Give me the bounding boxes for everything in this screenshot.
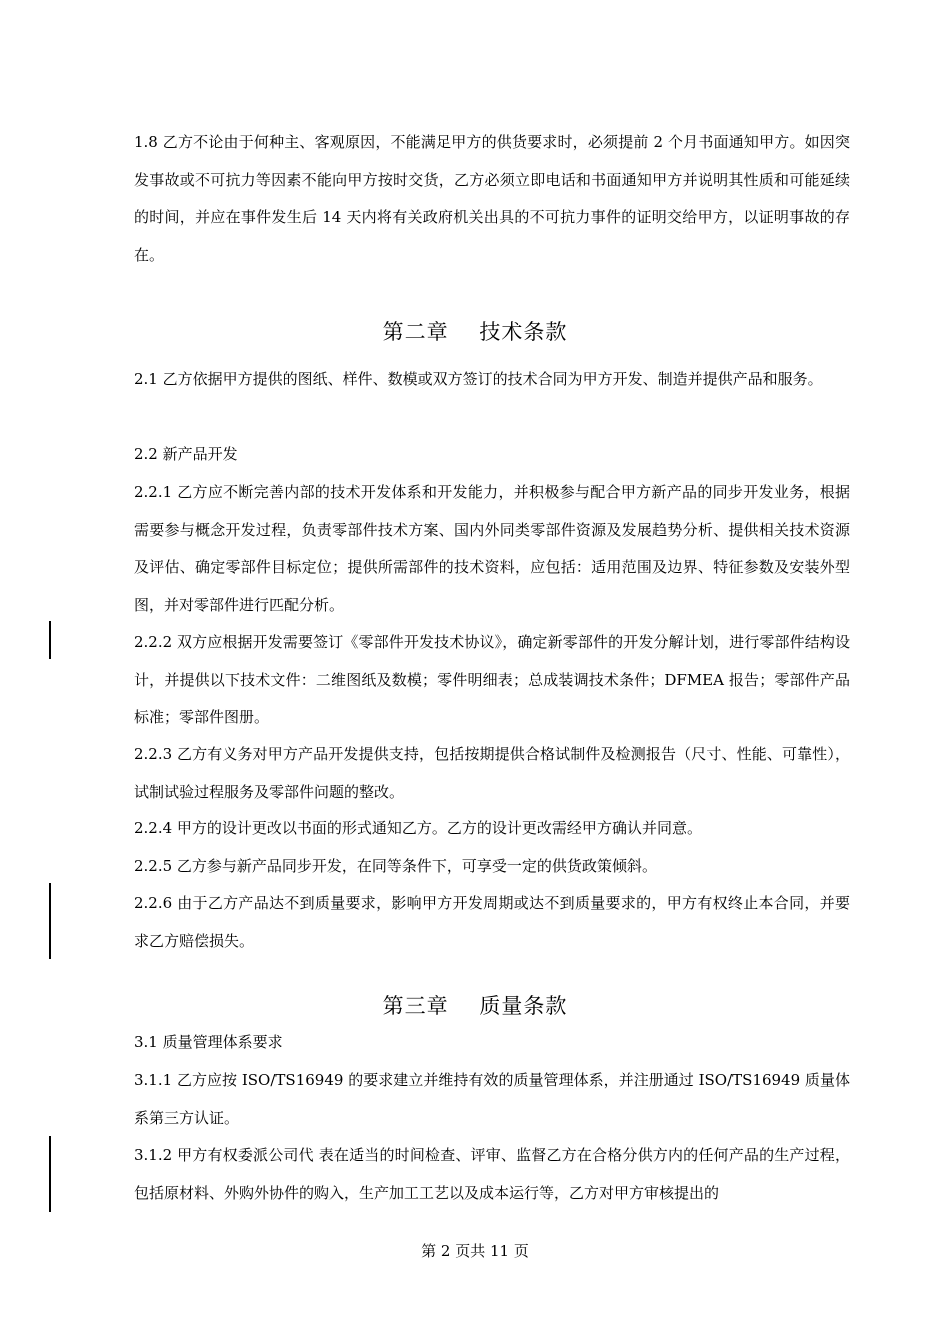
clause-2-2: 2.2 新产品开发: [134, 445, 238, 463]
chapter-3-heading: 第三章 质量条款: [382, 994, 568, 1018]
clause-2-2-6: 2.2.6 由于乙方产品达不到质量要求，影响甲方开发周期或达不到质量要求的，甲方有权终止本合同，并要求乙方赔偿损失。: [134, 894, 850, 950]
clause-3-1-2: 3.1.2 甲方有权委派公司代 表在适当的时间检查、评审、监督乙方在合格分供方内的任何产品的生产过程，包括原材料、外购外协件的购入，生产加工工艺以及成本运行等，乙方对甲方审核提出的: [134, 1146, 850, 1202]
clause-2-2-5: 2.2.5 乙方参与新产品同步开发，在同等条件下，可享受一定的供货政策倾斜。: [134, 857, 657, 875]
clause-1-8: 1.8 乙方不论由于何种主、客观原因，不能满足甲方的供货要求时，必须提前 2 个月书面通知甲方。如因突发事故或不可抗力等因素不能向甲方按时交货，乙方必须立即电话和书面通知甲方并说明其性质和可能延续的时间，并应在事件发生后 14 天内将有关政府机关出具的不可抗力事件的证明交给甲方，以证明事故的存在。: [134, 133, 850, 264]
page-number-footer: 第 2 页共 11 页: [421, 1242, 529, 1260]
clause-3-1: 3.1 质量管理体系要求: [134, 1033, 283, 1051]
clause-3-1-1: 3.1.1 乙方应按 ISO/TS16949 的要求建立并维持有效的质量管理体系，并注册通过 ISO/TS16949 质量体系第三方认证。: [134, 1071, 850, 1127]
clause-2-2-3: 2.2.3 乙方有义务对甲方产品开发提供支持，包括按期提供合格试制件及检测报告（尺寸、性能、可靠性），试制试验过程服务及零部件问题的整改。: [134, 745, 850, 801]
clause-2-1: 2.1 乙方依据甲方提供的图纸、样件、数模或双方签订的技术合同为甲方开发、制造并提供产品和服务。: [134, 370, 823, 388]
chapter-2-heading: 第二章 技术条款: [382, 320, 568, 344]
change-bar: [49, 1136, 51, 1212]
change-bar: [49, 883, 51, 959]
change-bar: [49, 621, 51, 659]
clause-2-2-2: 2.2.2 双方应根据开发需要签订《零部件开发技术协议》，确定新零部件的开发分解计划，进行零部件结构设计，并提供以下技术文件：二维图纸及数模；零件明细表；总成装调技术条件；DFMEA 报告；零部件产品标准；零部件图册。: [134, 633, 850, 726]
clause-2-2-4: 2.2.4 甲方的设计更改以书面的形式通知乙方。乙方的设计更改需经甲方确认并同意。: [134, 819, 702, 837]
clause-2-2-1: 2.2.1 乙方应不断完善内部的技术开发体系和开发能力，并积极参与配合甲方新产品的同步开发业务，根据需要参与概念开发过程，负责零部件技术方案、国内外同类零部件资源及发展趋势分析、提供相关技术资源及评估、确定零部件目标定位；提供所需部件的技术资料，应包括：适用范围及边界、特征参数及安装外型图，并对零部件进行匹配分析。: [134, 483, 850, 614]
